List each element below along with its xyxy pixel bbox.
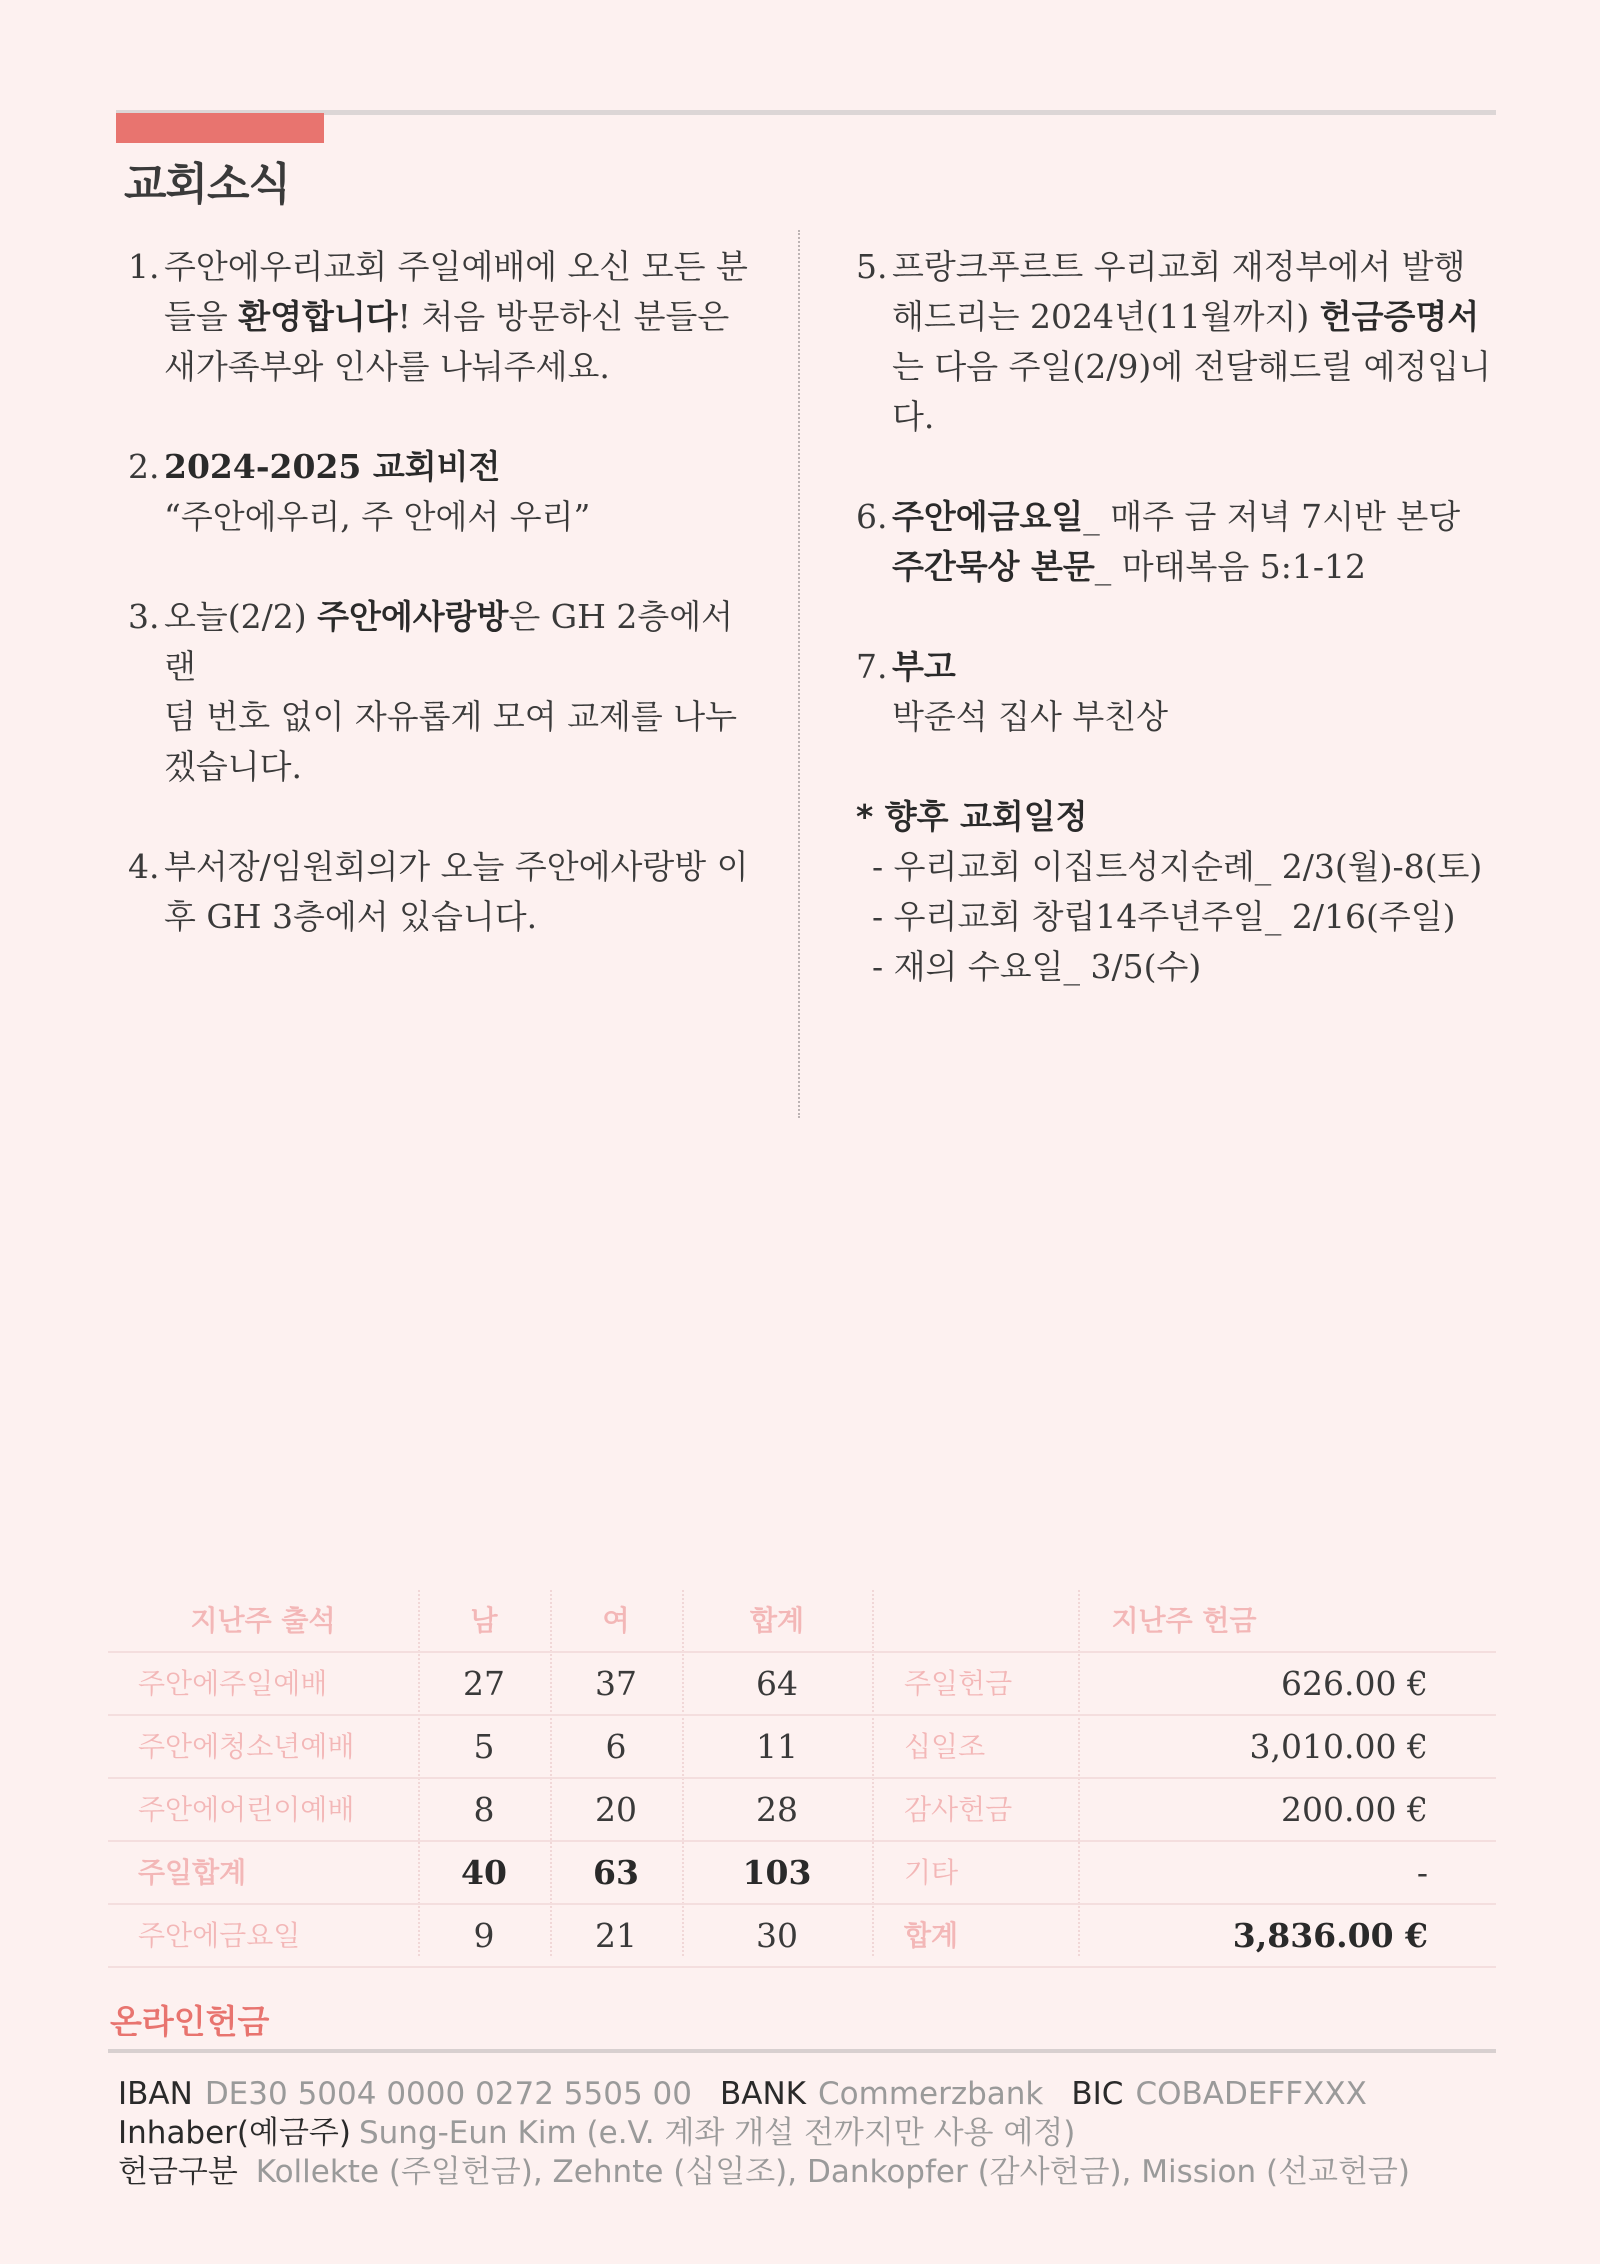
body-text: 주안에우리교회 주일예배에 오신 모든 분 — [164, 247, 748, 286]
schedule-item: - 우리교회 창립14주년주일_ 2/16(주일) — [872, 897, 1456, 936]
body-text: _ 마태복음 5:1-12 — [1094, 547, 1367, 586]
male-count: 40 — [461, 1853, 507, 1892]
iban-value: DE30 5004 0000 0272 5505 00 — [204, 2076, 693, 2112]
news-item — [856, 492, 1496, 592]
body-text: ! 처음 방문하신 분들은 — [397, 297, 730, 336]
emphasis-text: 주안에금요일 — [892, 497, 1084, 536]
offering-amount: - — [1416, 1853, 1428, 1892]
news-item — [128, 242, 768, 392]
item-number: 4. — [128, 847, 160, 886]
schedule-item: - 우리교회 이집트성지순례_ 2/3(월)-8(토) — [872, 847, 1483, 886]
female-count: 6 — [605, 1727, 627, 1766]
body-text: 오늘(2/2) — [164, 597, 318, 636]
emphasis-text: 환영합니다 — [238, 297, 398, 336]
offering-title: 지난주 헌금 — [1111, 1604, 1257, 1637]
body-text: 는 다음 주일(2/9)에 전달해드릴 예정입니 — [892, 347, 1491, 386]
news-column-left — [128, 242, 768, 942]
female-count: 37 — [595, 1664, 637, 1703]
item-line — [892, 492, 1496, 542]
emphasis-text: 주간묵상 본문 — [892, 547, 1095, 586]
table-header-row — [108, 1590, 1496, 1653]
emphasis-text: 헌금증명서 — [1319, 297, 1480, 336]
bank-value: Commerzbank — [818, 2076, 1044, 2112]
bic-value: COBADEFFXXX — [1135, 2076, 1367, 2112]
news-item — [128, 442, 768, 542]
holder-line — [118, 2113, 1075, 2153]
item-line — [164, 692, 768, 742]
body-text: 박준석 집사 부친상 — [892, 697, 1169, 736]
news-item — [856, 642, 1496, 742]
attendance-offering-table — [108, 1590, 1496, 1968]
attendance-label: 주안에금요일 — [138, 1919, 301, 1952]
news-column-right — [856, 242, 1496, 992]
total-count: 64 — [756, 1664, 798, 1703]
table-row — [108, 1653, 1496, 1716]
body-text: 후 GH 3층에서 있습니다. — [164, 897, 538, 936]
schedule-block — [856, 792, 1496, 992]
attendance-label: 주안에어린이예배 — [138, 1793, 355, 1826]
offering-amount: 626.00 € — [1281, 1664, 1428, 1703]
item-line — [164, 492, 768, 542]
female-count: 20 — [595, 1790, 637, 1829]
news-item — [128, 842, 768, 942]
section-title: 교회소식 — [124, 159, 291, 210]
female-count: 21 — [595, 1916, 637, 1955]
body-text: 새가족부와 인사를 나눠주세요. — [164, 347, 610, 386]
offering-amount: 3,010.00 € — [1249, 1727, 1428, 1766]
header-female: 여 — [602, 1604, 630, 1637]
item-line — [164, 242, 768, 292]
item-line — [892, 542, 1496, 592]
attendance-label: 주안에청소년예배 — [138, 1730, 355, 1763]
holder-label: Inhaber(예금주) — [118, 2115, 351, 2151]
attendance-title: 지난주 출석 — [190, 1604, 336, 1637]
body-text: 다. — [892, 397, 935, 436]
emphasis-text: 부고 — [892, 647, 956, 686]
offering-label: 기타 — [904, 1856, 959, 1889]
header-male: 남 — [470, 1604, 498, 1637]
offering-type-value: Kollekte (주일헌금), Zehnte (십일조), Dankopfer (감사헌금), Mission (선교헌금) — [255, 2154, 1410, 2190]
item-number: 3. — [128, 597, 160, 636]
body-text: _ 매주 금 저녁 7시반 본당 — [1083, 497, 1461, 536]
male-count: 27 — [463, 1664, 505, 1703]
body-text: 해드리는 2024년(11월까지) — [892, 297, 1320, 336]
item-line — [164, 442, 768, 492]
column-divider — [798, 230, 800, 1118]
table-row — [108, 1779, 1496, 1842]
offering-label: 십일조 — [904, 1730, 986, 1763]
title-accent-bar — [116, 113, 324, 143]
item-line — [164, 742, 768, 792]
item-number: 7. — [856, 647, 888, 686]
total-count: 30 — [756, 1916, 798, 1955]
body-text: 들을 — [164, 297, 239, 336]
item-line — [892, 692, 1496, 742]
male-count: 8 — [473, 1790, 495, 1829]
item-number: 5. — [856, 247, 888, 286]
iban-label: IBAN — [118, 2076, 193, 2112]
male-count: 5 — [473, 1727, 495, 1766]
body-text: “주안에우리, 주 안에서 우리” — [164, 497, 591, 536]
offering-amount: 3,836.00 € — [1232, 1916, 1428, 1955]
item-line — [892, 642, 1496, 692]
item-line — [164, 592, 768, 692]
male-count: 9 — [473, 1916, 495, 1955]
news-item — [128, 592, 768, 792]
item-line — [164, 342, 768, 392]
item-line — [164, 892, 768, 942]
item-line — [164, 842, 768, 892]
table-row — [108, 1905, 1496, 1968]
female-count: 63 — [593, 1853, 639, 1892]
header-total: 합계 — [749, 1604, 805, 1637]
holder-value: Sung-Eun Kim (e.V. 계좌 개설 전까지만 사용 예정) — [358, 2115, 1076, 2151]
item-line — [892, 242, 1496, 292]
news-item — [856, 242, 1496, 442]
offering-amount: 200.00 € — [1281, 1790, 1428, 1829]
attendance-label: 주안에주일예배 — [138, 1667, 328, 1700]
schedule-title: * 향후 교회일정 — [856, 797, 1088, 836]
body-text: 부서장/임원회의가 오늘 주안에사랑방 이 — [164, 847, 749, 886]
item-line — [892, 392, 1496, 442]
emphasis-text: 주안에사랑방 — [317, 597, 509, 636]
online-offering-title: 온라인헌금 — [110, 2002, 270, 2041]
item-line — [892, 292, 1496, 342]
bottom-divider — [108, 2049, 1496, 2053]
body-text: 프랑크푸르트 우리교회 재정부에서 발행 — [892, 247, 1466, 286]
item-line — [892, 342, 1496, 392]
offering-type-label: 헌금구분 — [118, 2154, 238, 2190]
total-count: 11 — [756, 1727, 798, 1766]
body-text: 겠습니다. — [164, 747, 303, 786]
attendance-label: 주일합계 — [138, 1856, 247, 1889]
schedule-item: - 재의 수요일_ 3/5(수) — [872, 947, 1202, 986]
offering-label: 주일헌금 — [904, 1667, 1013, 1700]
item-number: 2. — [128, 447, 160, 486]
body-text: 덤 번호 없이 자유롭게 모여 교제를 나누 — [164, 697, 737, 736]
total-count: 28 — [756, 1790, 798, 1829]
table-row — [108, 1842, 1496, 1905]
emphasis-text: 2024-2025 교회비전 — [164, 447, 501, 486]
offering-label: 합계 — [904, 1919, 959, 1952]
bic-label: BIC — [1071, 2076, 1124, 2112]
body-text: 은 GH 2층에서 랜 — [164, 597, 734, 686]
offering-type-line — [118, 2152, 1410, 2192]
bank-label: BANK — [720, 2076, 807, 2112]
offering-label: 감사헌금 — [904, 1793, 1013, 1826]
bank-info-line — [118, 2074, 1367, 2114]
item-line — [164, 292, 768, 342]
table-row — [108, 1716, 1496, 1779]
item-number: 6. — [856, 497, 888, 536]
total-count: 103 — [742, 1853, 812, 1892]
item-number: 1. — [128, 247, 160, 286]
